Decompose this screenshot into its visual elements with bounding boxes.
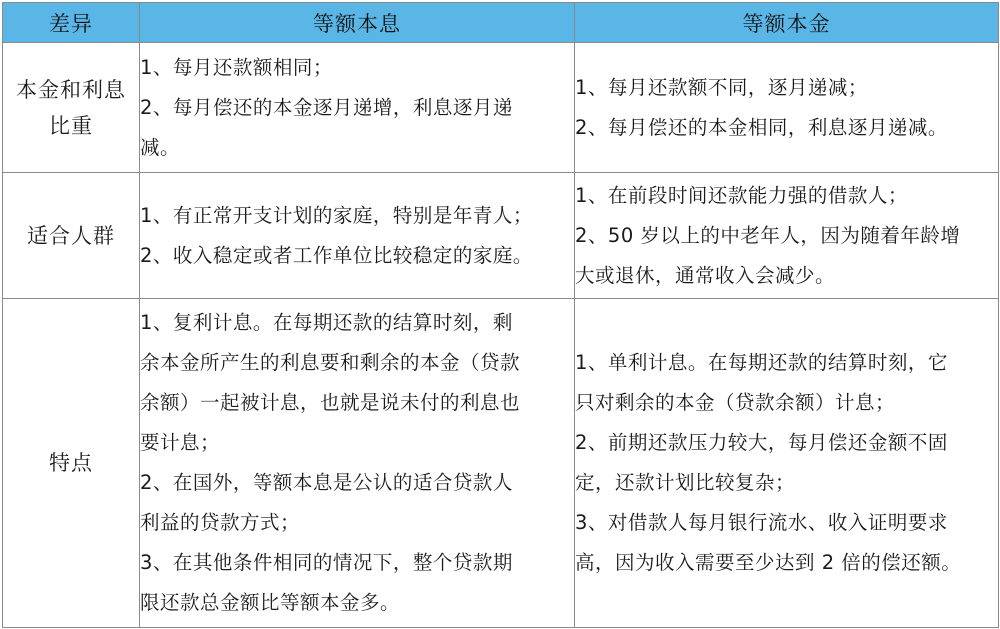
table-row bbox=[3, 173, 999, 299]
cell-equal-principal bbox=[575, 43, 999, 173]
cell-equal-principal bbox=[575, 299, 999, 628]
cell-line: 高，因为收入需要至少达到 2 倍的偿还额。 bbox=[575, 551, 962, 574]
cell-equal-installment bbox=[140, 43, 575, 173]
cell-line: 1、每月还款额相同； bbox=[140, 55, 333, 79]
cell-line: 只对剩余的本金（贷款余额）计息； bbox=[575, 391, 896, 414]
row-label-features bbox=[3, 299, 140, 628]
cell-line: 2、收入稳定或者工作单位比较稳定的家庭。 bbox=[140, 243, 533, 267]
table-header-row bbox=[3, 3, 999, 43]
cell-equal-installment bbox=[140, 173, 575, 299]
row-label-target-group bbox=[3, 173, 140, 299]
header-difference: 差异 bbox=[3, 3, 140, 43]
row-label-line: 比重 bbox=[49, 113, 93, 138]
row-label-line: 本金和利息 bbox=[16, 77, 126, 102]
cell-line: 3、对借款人每月银行流水、收入证明要求 bbox=[575, 511, 948, 534]
row-label-line: 适合人群 bbox=[27, 223, 115, 248]
table-row bbox=[3, 299, 999, 628]
cell-line: 2、每月偿还的本金相同，利息逐月递减。 bbox=[575, 115, 948, 139]
cell-line: 2、在国外，等额本息是公认的适合贷款人 bbox=[140, 471, 513, 494]
table-row bbox=[3, 43, 999, 173]
cell-line: 1、有正常开支计划的家庭，特别是年青人； bbox=[140, 203, 533, 227]
header-equal-installment: 等额本息 bbox=[140, 3, 575, 43]
cell-line: 大或退休，通常收入会减少。 bbox=[575, 263, 836, 287]
comparison-table bbox=[2, 2, 999, 628]
cell-line: 定，还款计划比较复杂； bbox=[575, 471, 796, 494]
row-label-line: 特点 bbox=[49, 451, 93, 475]
cell-line: 要计息； bbox=[140, 431, 221, 454]
cell-line: 限还款总金额比等额本金多。 bbox=[140, 591, 401, 614]
cell-line: 利益的贷款方式； bbox=[140, 511, 301, 534]
cell-equal-principal bbox=[575, 173, 999, 299]
cell-line: 1、每月还款额不同，逐月递减； bbox=[575, 75, 868, 99]
cell-line: 1、复利计息。在每期还款的结算时刻，剩 bbox=[140, 311, 513, 334]
cell-equal-installment bbox=[140, 299, 575, 628]
cell-line: 余本金所产生的利息要和剩余的本金（贷款 bbox=[140, 351, 521, 374]
cell-line: 2、每月偿还的本金逐月递增，利息逐月递 bbox=[140, 95, 513, 119]
cell-line: 3、在其他条件相同的情况下，整个贷款期 bbox=[140, 551, 513, 574]
cell-line: 余额）一起被计息，也就是说未付的利息也 bbox=[140, 391, 521, 414]
header-equal-principal: 等额本金 bbox=[575, 3, 999, 43]
cell-line: 2、50 岁以上的中老年人，因为随着年龄增 bbox=[575, 223, 961, 247]
row-label-principal-interest-ratio bbox=[3, 43, 140, 173]
cell-line: 减。 bbox=[140, 135, 181, 159]
cell-line: 1、在前段时间还款能力强的借款人； bbox=[575, 183, 908, 207]
cell-line: 2、前期还款压力较大，每月偿还金额不固 bbox=[575, 431, 948, 454]
cell-line: 1、单利计息。在每期还款的结算时刻，它 bbox=[575, 351, 948, 374]
